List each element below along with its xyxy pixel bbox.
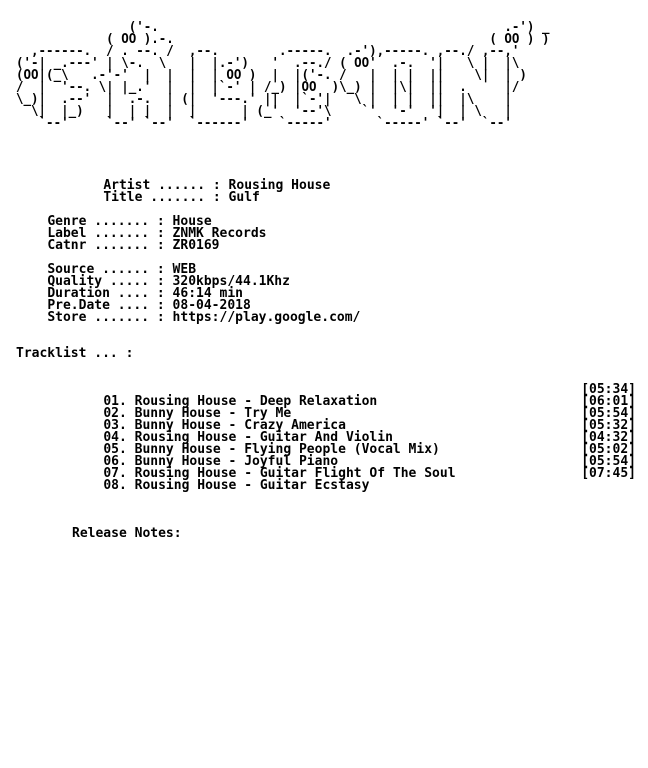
track-number: 02. bbox=[103, 406, 127, 421]
track-duration: [05:02] bbox=[581, 442, 636, 457]
genre-label: Genre ....... : bbox=[47, 214, 165, 229]
title-value: Gulf bbox=[228, 190, 260, 205]
duration-value: 46:14 min bbox=[172, 286, 243, 301]
track-title: Rousing House - Guitar Ecstasy bbox=[134, 478, 370, 493]
source-label: Source ...... : bbox=[47, 262, 165, 277]
label-value: ZNMK Records bbox=[172, 226, 267, 241]
store-row bbox=[16, 300, 361, 325]
predate-label: Pre.Date .... : bbox=[47, 298, 165, 313]
track-title: Rousing House - Guitar And Violin bbox=[134, 430, 393, 445]
track-number: 08. bbox=[103, 478, 127, 493]
track-duration: [05:32] bbox=[581, 418, 636, 433]
track-title: Bunny House - Try Me bbox=[134, 406, 292, 421]
track-number: 06. bbox=[103, 454, 127, 469]
predate-value: 08-04-2018 bbox=[172, 298, 251, 313]
track-duration: [05:34] bbox=[581, 382, 636, 397]
catnr-row bbox=[16, 228, 220, 253]
catnr-value: ZR0169 bbox=[172, 238, 220, 253]
source-value: WEB bbox=[172, 262, 197, 277]
genre-row bbox=[16, 204, 212, 229]
duration-label: Duration .... : bbox=[47, 286, 165, 301]
catnr-label: Catnr ....... : bbox=[47, 238, 165, 253]
track-duration: [06:01] bbox=[581, 394, 636, 409]
artist-row bbox=[72, 168, 331, 193]
track-duration: [05:54] bbox=[581, 454, 636, 469]
track-duration: [05:54] bbox=[581, 406, 636, 421]
track-duration: [07:45] bbox=[581, 466, 636, 481]
track-title: Rousing House - Guitar Flight Of The Soul bbox=[134, 466, 456, 481]
artist-label: Artist ...... : bbox=[103, 178, 221, 193]
track-number: 04. bbox=[103, 430, 127, 445]
group-logo-ascii-art: ('-. .-') _ ( OO ).-. ( OO ) ) ,------. / . --. / ,--. .-----. .-'),-----. ,--./ ,--,' ('-| _.---' | \-. \ | |.-') ' .--./ ( OO' .-. '| \ | |\ (OO|(_\ .-'-' | | | | OO ) | |('-. / | | | || \| | ) / | '--. \| |_.' | | |`-' | /_) |OO )\_) | |\| || . |/ \_)| .--' | .-. | (| '---.' || |`-'| \ | | | || |\ | \| |_) | | | | | | (_' '--'\ `' '-' '| | \ | `--' `--' `--' `------' `-----' `-----' `--' `--' bbox=[16, 20, 550, 131]
tracklist-heading: Tracklist ... : bbox=[16, 346, 134, 361]
store-value: https://play.google.com/ bbox=[172, 310, 361, 325]
track-number: 07. bbox=[103, 466, 127, 481]
track-duration: [04:32] bbox=[581, 430, 636, 445]
label-row bbox=[16, 216, 267, 241]
track-number: 03. bbox=[103, 418, 127, 433]
track-title: Bunny House - Joyful Piano bbox=[134, 454, 339, 469]
title-label: Title ....... : bbox=[103, 190, 221, 205]
artist-value: Rousing House bbox=[228, 178, 331, 193]
store-label: Store ....... : bbox=[47, 310, 165, 325]
track-number: 05. bbox=[103, 442, 127, 457]
title-row bbox=[72, 180, 260, 205]
track-number: 01. bbox=[103, 394, 127, 409]
release-notes-heading: Release Notes: bbox=[72, 526, 182, 541]
quality-value: 320kbps/44.1Khz bbox=[172, 274, 290, 289]
genre-value: House bbox=[172, 214, 212, 229]
quality-row bbox=[16, 264, 290, 289]
track-row bbox=[72, 466, 642, 493]
track-title: Bunny House - Flying People (Vocal Mix) bbox=[134, 442, 440, 457]
predate-row bbox=[16, 288, 251, 313]
label-label: Label ....... : bbox=[47, 226, 165, 241]
source-row bbox=[16, 252, 197, 277]
quality-label: Quality ..... : bbox=[47, 274, 165, 289]
track-title: Rousing House - Deep Relaxation bbox=[134, 394, 378, 409]
track-title: Bunny House - Crazy America bbox=[134, 418, 346, 433]
